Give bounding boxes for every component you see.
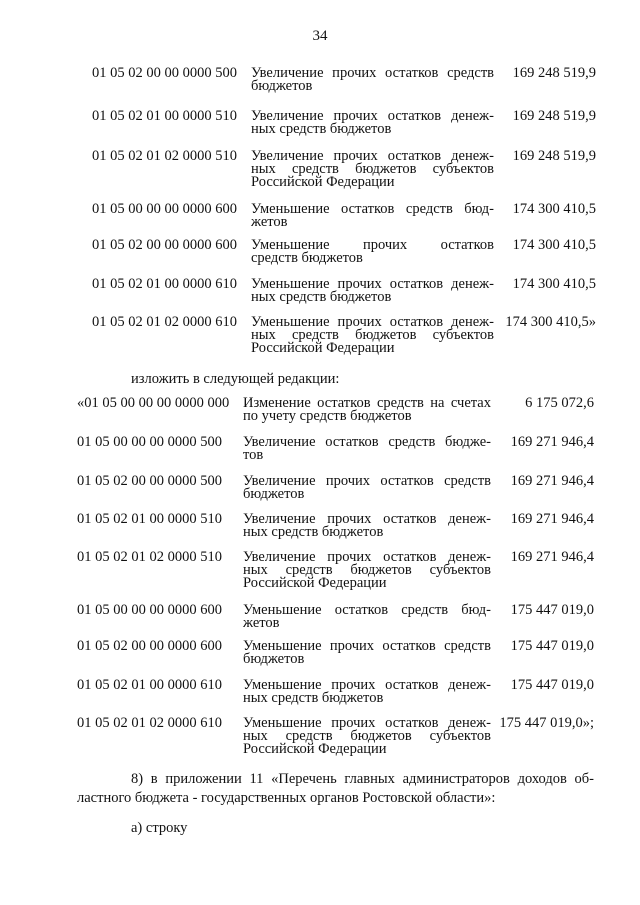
description-line: Увеличение прочих остатков денеж-	[251, 108, 494, 124]
row-amount: 174 300 410,5	[512, 237, 596, 253]
row-code: 01 05 00 00 00 0000 500	[77, 434, 222, 450]
row-code: 01 05 02 01 02 0000 610	[92, 314, 237, 330]
row-amount: 169 271 946,4	[510, 434, 594, 450]
row-description	[243, 604, 491, 630]
row-description	[243, 475, 491, 501]
row-amount: 169 271 946,4	[510, 549, 594, 565]
row-code: «01 05 00 00 00 0000 000	[77, 395, 230, 411]
row-code: 01 05 00 00 00 0000 600	[92, 201, 237, 217]
row-description	[251, 316, 494, 355]
description-line: Увеличение прочих остатков денеж-	[243, 511, 491, 527]
page-number: 34	[312, 28, 328, 44]
description-line: Российской Федерации	[243, 741, 387, 757]
row-code: 01 05 02 00 00 0000 600	[92, 237, 237, 253]
paragraph-8-line-2: ластного бюджета - государственных органов Ростовской области»:	[77, 790, 496, 806]
row-amount: 175 447 019,0	[510, 638, 594, 654]
description-line: жетов	[243, 615, 280, 631]
intro-text: изложить в следующей редакции:	[131, 371, 340, 387]
row-description	[243, 679, 491, 705]
description-line: Российской Федерации	[251, 174, 395, 190]
row-description	[243, 717, 491, 756]
row-amount: 169 248 519,9	[512, 108, 596, 124]
description-line: Уменьшение прочих остатков денеж-	[251, 276, 494, 292]
description-line: Уменьшение прочих остатков денеж-	[251, 314, 494, 330]
row-code: 01 05 02 01 02 0000 510	[92, 148, 237, 164]
description-line: Российской Федерации	[243, 575, 387, 591]
row-amount: 169 271 946,4	[510, 473, 594, 489]
description-line: Увеличение прочих остатков денеж-	[243, 549, 491, 565]
description-line: средств бюджетов	[251, 250, 363, 266]
row-amount: 174 300 410,5»	[505, 314, 596, 330]
row-amount: 6 175 072,6	[525, 395, 594, 411]
row-description	[251, 150, 494, 189]
row-amount: 175 447 019,0	[510, 677, 594, 693]
row-code: 01 05 02 01 00 0000 510	[77, 511, 222, 527]
description-line: ных средств бюджетов	[243, 524, 384, 540]
row-amount: 169 271 946,4	[510, 511, 594, 527]
row-code: 01 05 02 01 02 0000 610	[77, 715, 222, 731]
row-amount: 169 248 519,9	[512, 148, 596, 164]
description-line: ных средств бюджетов субъектов	[251, 327, 494, 343]
description-line: ных средств бюджетов	[251, 289, 392, 305]
row-description	[251, 278, 494, 304]
row-amount: 174 300 410,5	[512, 201, 596, 217]
row-code: 01 05 02 00 00 0000 500	[92, 65, 237, 81]
description-line: бюджетов	[243, 486, 305, 502]
description-line: ных средств бюджетов субъектов	[251, 161, 494, 177]
row-code: 01 05 02 01 00 0000 610	[77, 677, 222, 693]
row-description	[251, 203, 494, 229]
row-description	[251, 67, 494, 93]
row-code: 01 05 02 00 00 0000 500	[77, 473, 222, 489]
description-line: Уменьшение прочих остатков средств	[243, 638, 491, 654]
description-line: Увеличение остатков средств бюдже-	[243, 434, 491, 450]
description-line: Уменьшение прочих остатков денеж-	[243, 677, 491, 693]
description-line: ных средств бюджетов субъектов	[243, 728, 491, 744]
description-line: Российской Федерации	[251, 340, 395, 356]
row-code: 01 05 02 00 00 0000 600	[77, 638, 222, 654]
description-line: Изменение остатков средств на счетах	[243, 395, 491, 411]
description-line: Уменьшение прочих остатков денеж-	[243, 715, 491, 731]
row-amount: 175 447 019,0»;	[499, 715, 594, 731]
description-line: ных средств бюджетов	[251, 121, 392, 137]
description-line: жетов	[251, 214, 288, 230]
description-line: Уменьшение прочих остатков	[251, 237, 494, 253]
description-line: по учету средств бюджетов	[243, 408, 412, 424]
paragraph-8-line-1: 8) в приложении 11 «Перечень главных администраторов доходов об-	[131, 771, 594, 787]
row-description	[243, 551, 491, 590]
row-amount: 174 300 410,5	[512, 276, 596, 292]
description-line: бюджетов	[251, 78, 313, 94]
item-a: а) строку	[131, 820, 188, 836]
row-code: 01 05 02 01 00 0000 510	[92, 108, 237, 124]
row-amount: 169 248 519,9	[512, 65, 596, 81]
row-description	[243, 513, 491, 539]
description-line: Увеличение прочих остатков средств	[243, 473, 491, 489]
description-line: Уменьшение остатков средств бюд-	[243, 602, 491, 618]
description-line: бюджетов	[243, 651, 305, 667]
row-description	[243, 436, 491, 462]
description-line: тов	[243, 447, 264, 463]
row-description	[251, 239, 494, 265]
description-line: ных средств бюджетов	[243, 690, 384, 706]
description-line: Уменьшение остатков средств бюд-	[251, 201, 494, 217]
row-description	[243, 397, 491, 423]
row-amount: 175 447 019,0	[510, 602, 594, 618]
row-description	[243, 640, 491, 666]
description-line: Увеличение прочих остатков денеж-	[251, 148, 494, 164]
description-line: Увеличение прочих остатков средств	[251, 65, 494, 81]
row-description	[251, 110, 494, 136]
row-code: 01 05 02 01 02 0000 510	[77, 549, 222, 565]
row-code: 01 05 02 01 00 0000 610	[92, 276, 237, 292]
description-line: ных средств бюджетов субъектов	[243, 562, 491, 578]
row-code: 01 05 00 00 00 0000 600	[77, 602, 222, 618]
